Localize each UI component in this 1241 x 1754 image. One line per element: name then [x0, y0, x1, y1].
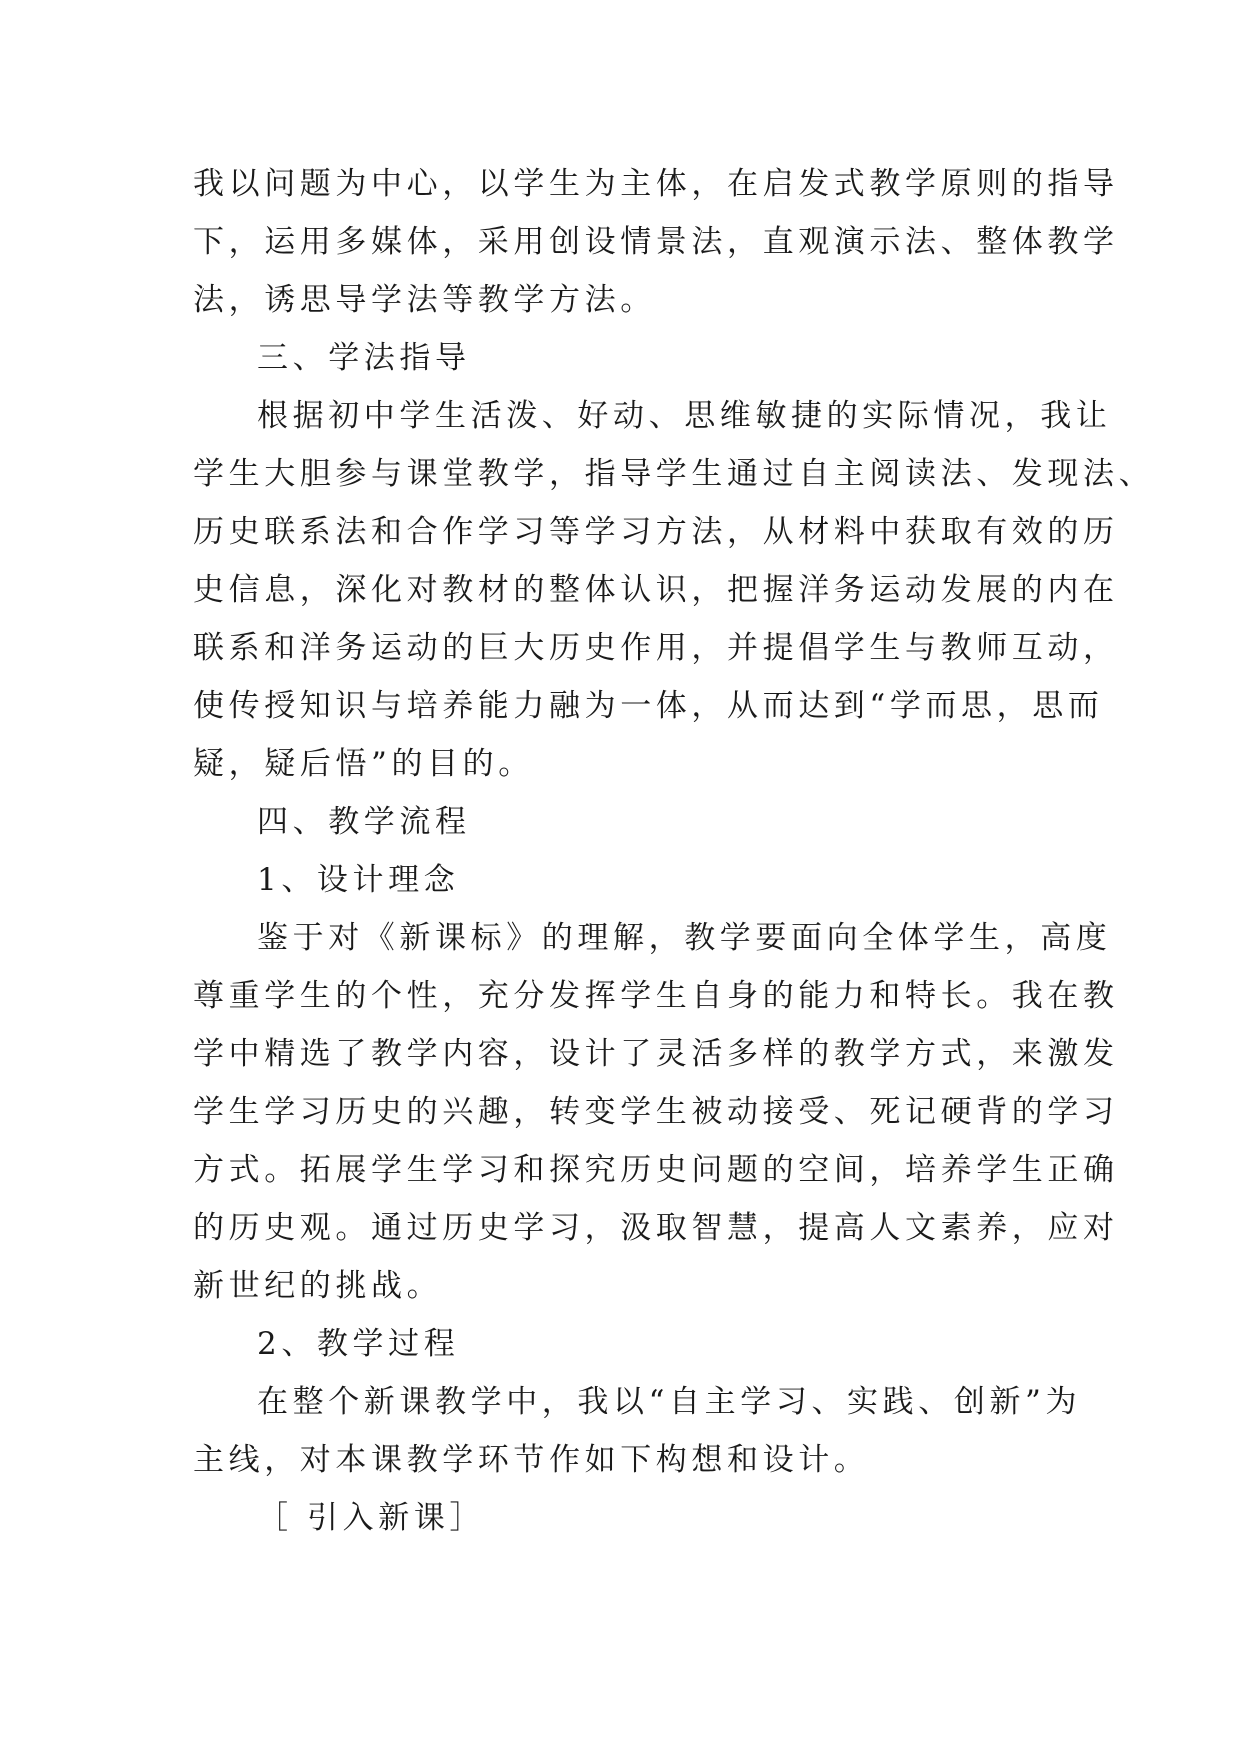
paragraph-line: 鉴于对《新课标》的理解，教学要面向全体学生，高度 — [257, 920, 1112, 956]
paragraph-line: 使传授知识与培养能力融为一体，从而达到“学而思，思而 — [193, 688, 1104, 724]
paragraph-line: 学生大胆参与课堂教学，指导学生通过自主阅读法、发现法、 — [193, 456, 1155, 492]
paragraph-line: 学生学习历史的兴趣，转变学生被动接受、死记硬背的学习 — [193, 1094, 1119, 1130]
section-heading: 四、教学流程 — [257, 804, 471, 840]
paragraph-line: 史信息，深化对教材的整体认识，把握洋务运动发展的内在 — [193, 572, 1119, 608]
section-heading: 三、学法指导 — [257, 340, 471, 376]
paragraph-line: 方式。拓展学生学习和探究历史问题的空间，培养学生正确 — [193, 1152, 1119, 1188]
bracket-heading: ［ 引入新课］ — [257, 1500, 486, 1536]
paragraph-line: 法，诱思导学法等教学方法。 — [193, 282, 656, 318]
paragraph-line: 我以问题为中心，以学生为主体，在启发式教学原则的指导 — [193, 166, 1119, 202]
paragraph-line: 根据初中学生活泼、好动、思维敏捷的实际情况，我让 — [257, 398, 1112, 434]
paragraph-line: 在整个新课教学中，我以“自主学习、实践、创新”为 — [257, 1384, 1082, 1420]
paragraph-line: 疑，疑后悟”的目的。 — [193, 746, 534, 782]
paragraph-line: 学中精选了教学内容，设计了灵活多样的教学方式，来激发 — [193, 1036, 1119, 1072]
paragraph-line: 尊重学生的个性，充分发挥学生自身的能力和特长。我在教 — [193, 978, 1119, 1014]
subsection-heading: 2、教学过程 — [257, 1326, 460, 1362]
paragraph-line: 新世纪的挑战。 — [193, 1268, 443, 1304]
paragraph-line: 历史联系法和合作学习等学习方法，从材料中获取有效的历 — [193, 514, 1119, 550]
paragraph-line: 的历史观。通过历史学习，汲取智慧，提高人文素养，应对 — [193, 1210, 1119, 1246]
subsection-heading: 1、设计理念 — [257, 862, 460, 898]
paragraph-line: 主线，对本课教学环节作如下构想和设计。 — [193, 1442, 870, 1478]
paragraph-line: 下，运用多媒体，采用创设情景法，直观演示法、整体教学 — [193, 224, 1119, 260]
paragraph-line: 联系和洋务运动的巨大历史作用，并提倡学生与教师互动， — [193, 630, 1119, 666]
